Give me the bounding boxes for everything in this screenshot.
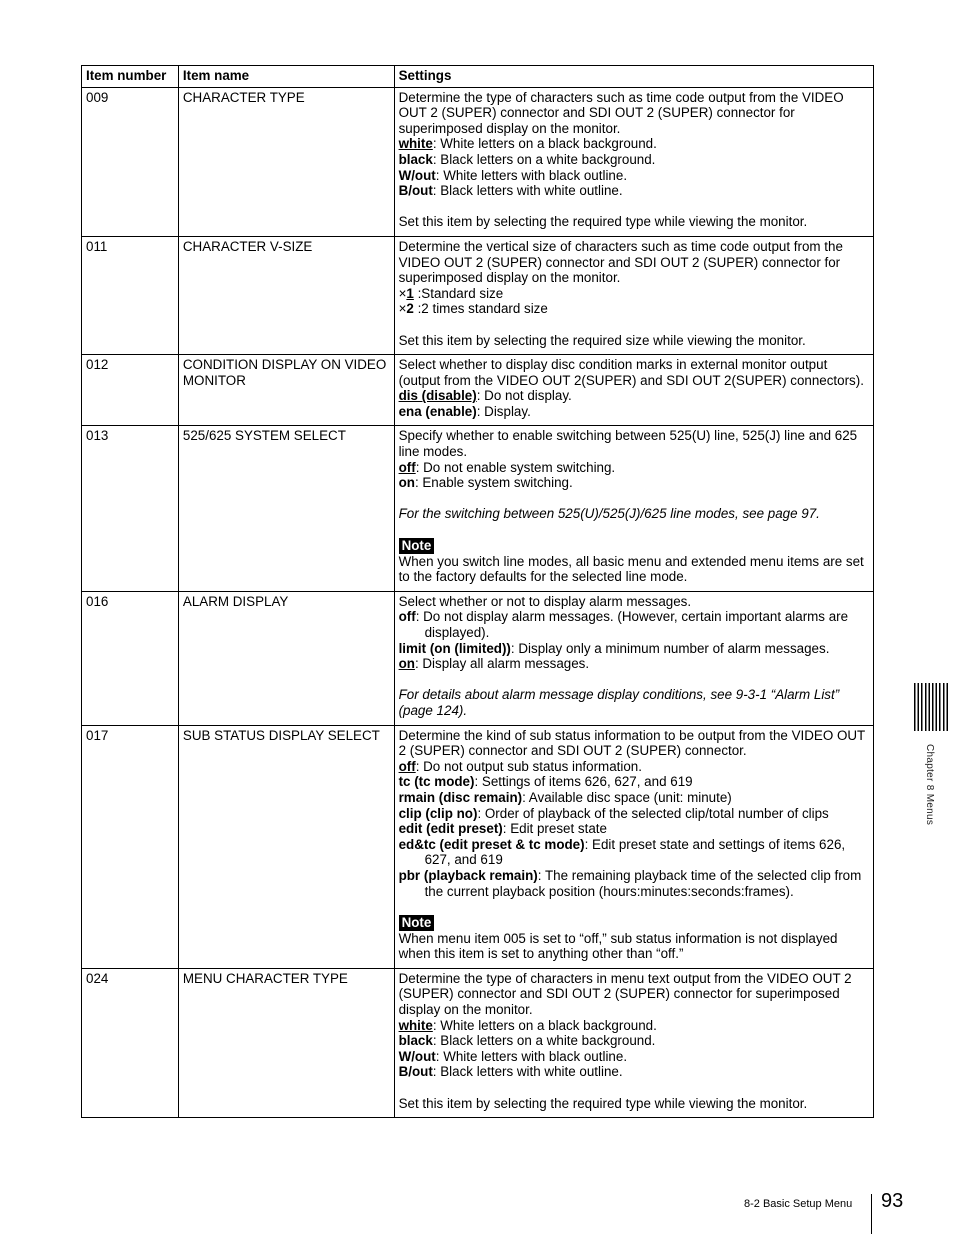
- settings-intro: Determine the type of characters in menu text output from the VIDEO OUT 2 (SUPER) connector and SDI OUT 2 (SUPER) connector for superimposed display on the monitor.: [398, 970, 852, 1018]
- option-key: ed&tc (edit preset & tc mode): [398, 836, 585, 852]
- item-name: CONDITION DISPLAY ON VIDEO MONITOR: [178, 355, 394, 426]
- settings-footer: Set this item by selecting the required size while viewing the monitor.: [398, 332, 806, 348]
- option-key: dis (disable): [398, 388, 477, 404]
- note-text: When you switch line modes, all basic menu and extended menu items are set to the factory defaults for the selected line mode.: [398, 553, 864, 585]
- option-key: B/out: [398, 1064, 433, 1080]
- settings-intro: Determine the vertical size of characters such as time code output from the VIDEO OUT 2 (SUPER) connector and SDI OUT 2 (SUPER) connector for superimposed display on the monitor.: [398, 238, 843, 286]
- table-row: [82, 355, 874, 426]
- header-settings: Settings: [394, 66, 873, 88]
- option-line: [399, 1018, 869, 1034]
- option-line: [399, 806, 869, 822]
- option-line: [399, 168, 869, 184]
- option-desc: : Do not display alarm messages. (However, certain important alarms are displayed).: [415, 609, 849, 640]
- option-desc: : White letters with black outline.: [435, 1048, 628, 1064]
- option-key: off: [398, 758, 416, 774]
- table-row: [82, 236, 874, 354]
- option-key: ena (enable): [398, 403, 477, 419]
- settings-cell: [394, 725, 873, 968]
- settings-cell: [394, 87, 873, 236]
- table-row: [82, 426, 874, 591]
- option-key: white: [398, 136, 433, 152]
- item-name: CHARACTER V-SIZE: [178, 236, 394, 354]
- item-number: 017: [82, 725, 179, 968]
- option-line: [399, 136, 869, 152]
- item-name: SUB STATUS DISPLAY SELECT: [178, 725, 394, 968]
- page-reference: For details about alarm message display conditions, see 9-3-1 “Alarm List” (page 124).: [398, 687, 840, 718]
- option-key: 2: [406, 301, 414, 317]
- times-icon: ×: [398, 301, 407, 317]
- page-number: 93: [881, 1190, 904, 1212]
- settings-cell: [394, 236, 873, 354]
- settings-footer: Set this item by selecting the required type while viewing the monitor.: [398, 214, 808, 230]
- option-desc: : Black letters with white outline.: [432, 1064, 623, 1080]
- option-line: [399, 301, 869, 317]
- option-desc: : The remaining playback time of the selected clip from the current playback position (hours:minutes:seconds:frames).: [424, 867, 862, 899]
- item-number: 016: [82, 591, 179, 725]
- settings-intro: Select whether or not to display alarm messages.: [398, 593, 692, 609]
- note-text: When menu item 005 is set to “off,” sub status information is not displayed when this item is set to anything other than “off.”: [398, 930, 838, 962]
- option-desc: : Display.: [476, 403, 531, 419]
- option-key: on: [398, 475, 415, 491]
- option-desc: :2 times standard size: [413, 301, 548, 317]
- option-line: [399, 821, 869, 837]
- option-key: off: [398, 609, 416, 625]
- option-desc: : Settings of items 626, 627, and 619: [474, 774, 693, 790]
- option-line: [399, 152, 869, 168]
- option-key: edit (edit preset): [398, 821, 503, 837]
- table-row: [82, 591, 874, 725]
- option-line: [399, 774, 869, 790]
- settings-intro: Select whether to display disc condition marks in external monitor output (output from the VIDEO OUT 2(SUPER) and SDI OUT 2(SUPER) connectors).: [398, 357, 864, 388]
- settings-cell: [394, 355, 873, 426]
- option-desc: : Black letters on a white background.: [432, 151, 656, 167]
- option-key: tc (tc mode): [398, 774, 475, 790]
- option-desc: : White letters on a black background.: [432, 1017, 657, 1033]
- option-line: [399, 641, 869, 657]
- option-key: B/out: [398, 183, 433, 199]
- option-line: [399, 286, 869, 302]
- option-line: [399, 388, 869, 404]
- option-line: [399, 837, 869, 868]
- option-line: [399, 868, 869, 899]
- item-number: 012: [82, 355, 179, 426]
- item-number: 011: [82, 236, 179, 354]
- item-name: 525/625 SYSTEM SELECT: [178, 426, 394, 591]
- option-line: [399, 656, 869, 672]
- header-item-number: Item number: [82, 66, 179, 88]
- option-desc: : Do not enable system switching.: [415, 459, 616, 475]
- footer-section: 8-2 Basic Setup Menu: [744, 1198, 853, 1210]
- chapter-label: Chapter 8 Menus: [924, 744, 935, 826]
- item-number: 009: [82, 87, 179, 236]
- footer-divider: [871, 1194, 872, 1234]
- header-item-name: Item name: [178, 66, 394, 88]
- table-row: [82, 968, 874, 1117]
- option-key: on: [398, 656, 415, 672]
- option-line: [399, 404, 869, 420]
- option-desc: : Do not output sub status information.: [415, 758, 642, 774]
- settings-intro: Specify whether to enable switching between 525(U) line, 525(J) line and 625 line modes.: [398, 428, 858, 460]
- option-desc: : Available disc space (unit: minute): [522, 789, 732, 805]
- option-desc: : White letters with black outline.: [435, 167, 628, 183]
- table-row: [82, 87, 874, 236]
- settings-intro: Determine the type of characters such as time code output from the VIDEO OUT 2 (SUPER) connector and SDI OUT 2 (SUPER) connector for superimposed display on the monitor.: [398, 89, 844, 136]
- option-desc: :Standard size: [413, 285, 504, 301]
- note-label: Note: [399, 915, 435, 931]
- table-header-row: [82, 66, 874, 88]
- option-desc: : Edit preset state and settings of items 626, 627, and 619: [424, 836, 846, 868]
- item-number: 024: [82, 968, 179, 1117]
- option-desc: : Edit preset state: [502, 821, 607, 837]
- option-desc: : Black letters with white outline.: [432, 183, 623, 199]
- option-key: black: [398, 151, 433, 167]
- settings-intro: Determine the kind of sub status information to be output from the VIDEO OUT 2 (SUPER) connector and SDI OUT 2 (SUPER) connector.: [398, 727, 865, 759]
- item-name: CHARACTER TYPE: [178, 87, 394, 236]
- times-icon: ×: [398, 285, 407, 301]
- option-desc: : Display only a minimum number of alarm messages.: [510, 640, 830, 656]
- note-label: Note: [399, 538, 435, 554]
- option-key: 1: [406, 285, 414, 301]
- option-line: [399, 790, 869, 806]
- settings-cell: [394, 591, 873, 725]
- option-line: [399, 609, 869, 640]
- option-key: limit (on (limited)): [398, 640, 511, 656]
- settings-cell: [394, 426, 873, 591]
- option-key: white: [398, 1017, 433, 1033]
- option-key: rmain (disc remain): [398, 789, 523, 805]
- option-desc: : White letters on a black background.: [432, 136, 657, 152]
- option-desc: : Black letters on a white background.: [432, 1033, 656, 1049]
- option-key: pbr (playback remain): [398, 867, 538, 883]
- option-line: [399, 183, 869, 199]
- option-line: [399, 1049, 869, 1065]
- option-line: [399, 475, 869, 491]
- option-desc: : Display all alarm messages.: [414, 656, 590, 672]
- option-desc: : Order of playback of the selected clip/total number of clips: [477, 805, 829, 821]
- menu-settings-table: [81, 65, 874, 1118]
- table-row: [82, 725, 874, 968]
- option-key: W/out: [398, 167, 436, 183]
- option-key: off: [398, 459, 416, 475]
- item-name: MENU CHARACTER TYPE: [178, 968, 394, 1117]
- page-reference: For the switching between 525(U)/525(J)/625 line modes, see page 97.: [398, 506, 820, 522]
- settings-cell: [394, 968, 873, 1117]
- option-desc: : Enable system switching.: [414, 475, 573, 491]
- option-line: [399, 1064, 869, 1080]
- option-key: black: [398, 1033, 433, 1049]
- option-desc: : Do not display.: [476, 388, 572, 404]
- item-number: 013: [82, 426, 179, 591]
- option-key: clip (clip no): [398, 805, 478, 821]
- option-line: [399, 460, 869, 476]
- item-name: ALARM DISPLAY: [178, 591, 394, 725]
- option-line: [399, 759, 869, 775]
- chapter-thumb-tab: [914, 683, 950, 731]
- option-line: [399, 1033, 869, 1049]
- settings-footer: Set this item by selecting the required type while viewing the monitor.: [398, 1095, 808, 1111]
- option-key: W/out: [398, 1048, 436, 1064]
